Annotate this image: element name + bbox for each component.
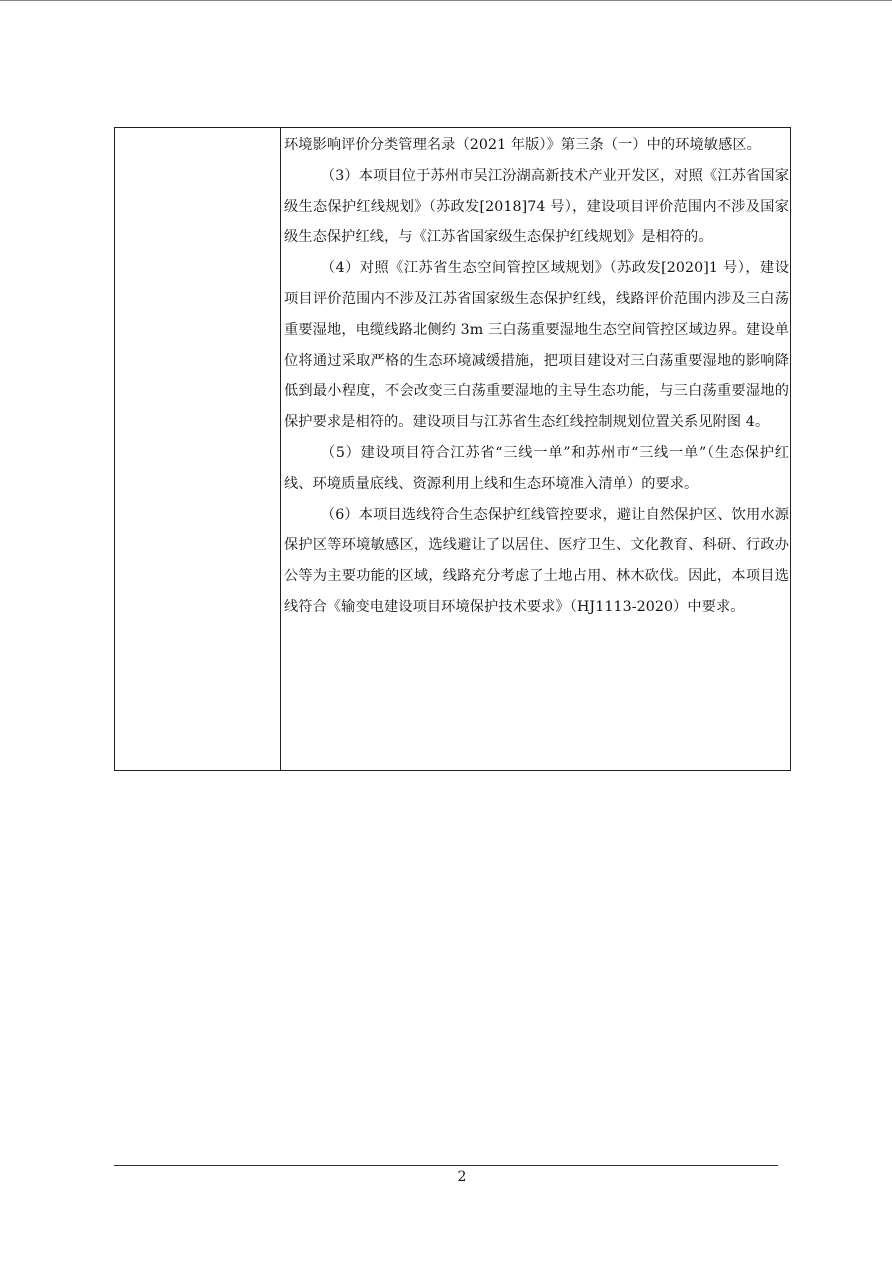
footer-divider — [114, 1165, 778, 1166]
paragraph-item-6: （6）本项目选线符合生态保护红线管控要求，避让自然保护区、饮用水源保护区等环境敏感区，选线避让了以居住、医疗卫生、文化教育、科研、行政办公等为主要功能的区域，线路充分考虑了土地占用、林木砍伐。因此，本项目选线符合《输变电建设项目环境保护技术要求》（HJ1113-2020）中要求。 — [284, 506, 789, 615]
content-table — [114, 127, 791, 771]
paragraph-item-4: （4）对照《江苏省生态空间管控区域规划》（苏政发[2020]1 号），建设项目评价范围内不涉及江苏省国家级生态保护红线，线路评价范围内涉及三白荡重要湿地，电缆线路北侧约 3m 三白荡重要湿地生态空间管控区域边界。建设单位将通过采取严格的生态环境减缓措施，把项目建设对三白荡重要湿地的影响降低到最小程度，不会改变三白荡重要湿地的主导生态功能，与三白荡重要湿地的保护要求是相符的。建设项目与江苏省生态红线控制规划位置关系见附图 4。 — [284, 260, 789, 431]
table-content-cell — [281, 128, 789, 770]
paragraph-continuation: 环境影响评价分类管理名录（2021 年版）》第三条（一）中的环境敏感区。 — [284, 137, 761, 153]
table-label-cell — [115, 128, 281, 770]
page-number: 2 — [457, 1169, 467, 1185]
paragraph-item-3: （3）本项目位于苏州市吴江汾湖高新技术产业开发区，对照《江苏省国家级生态保护红线规划》（苏政发[2018]74 号），建设项目评价范围内不涉及国家级生态保护红线，与《江苏省国家级生态保护红线规划》是相符的。 — [284, 167, 789, 246]
paragraph-item-5: （5）建设项目符合江苏省“三线一单”和苏州市“三线一单”（生态保护红线、环境质量底线、资源利用上线和生态环境准入清单）的要求。 — [284, 444, 789, 492]
page-top-edge — [0, 0, 892, 1]
